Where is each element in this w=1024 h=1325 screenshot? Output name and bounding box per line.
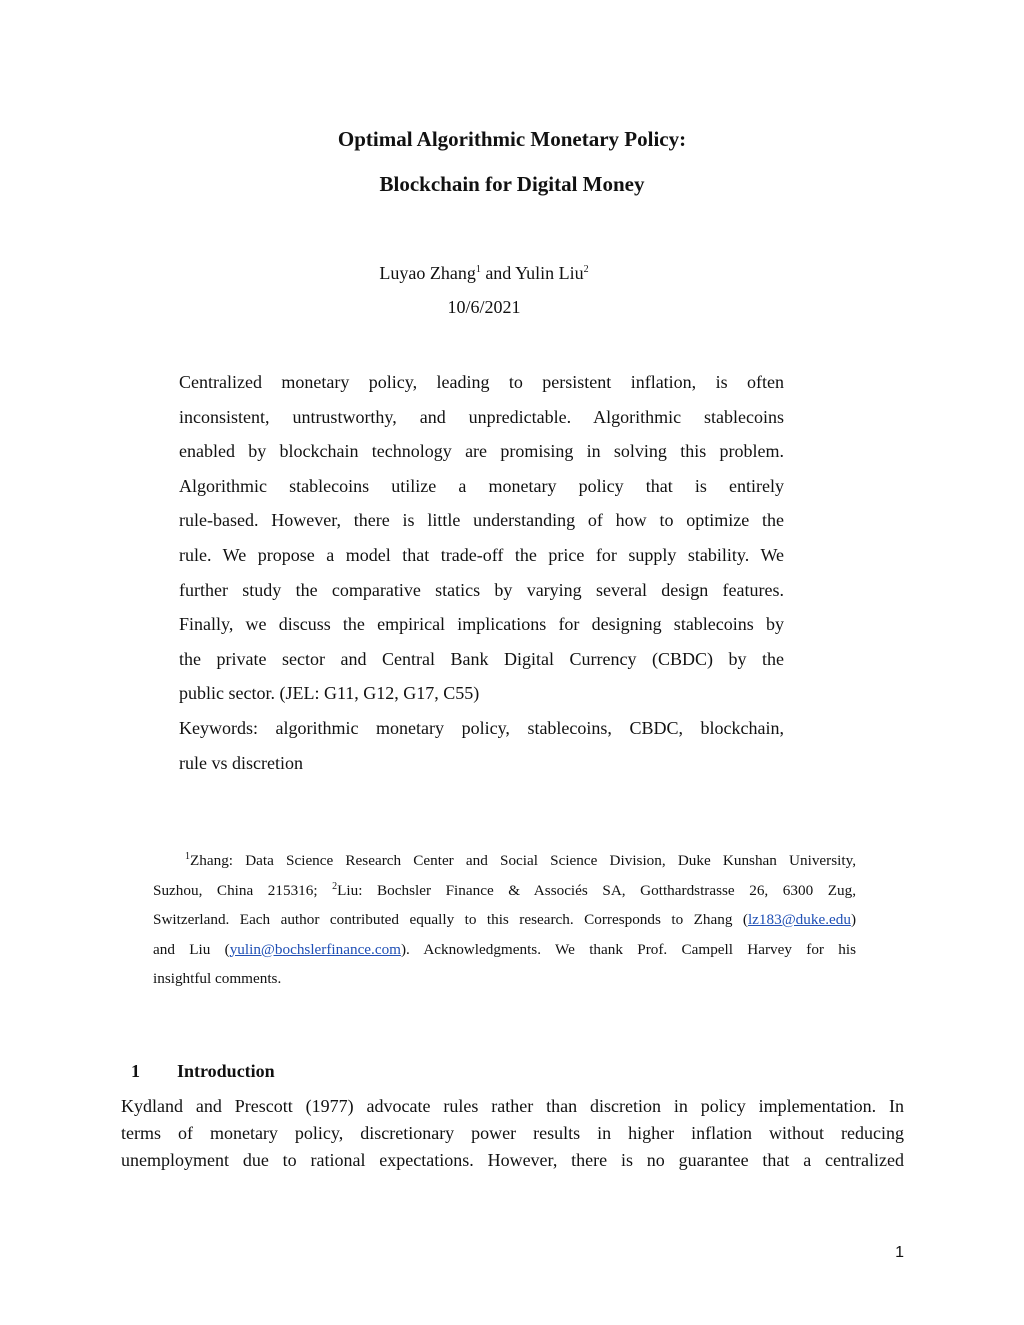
footnote-text: Switzerland. Each author contributed equally to this research. Corresponds to Zhang ( bbox=[153, 911, 748, 928]
footnote-text: ) bbox=[850, 911, 856, 928]
footnote-text: Zhang: Data Science Research Center and Social Science Division, Duke Kunshan University, bbox=[190, 852, 856, 869]
paper-title-line-2: Blockchain for Digital Money bbox=[379, 172, 645, 196]
email-link-liu[interactable]: yulin@bochslerfinance.com bbox=[229, 940, 401, 958]
keywords-line: Keywords: algorithmic monetary policy, stablecoins, CBDC, blockchain, bbox=[179, 717, 784, 738]
paper-title-line-1: Optimal Algorithmic Monetary Policy: bbox=[337, 127, 687, 151]
abstract-line: Algorithmic stablecoins utilize a monetary policy that is entirely bbox=[179, 475, 784, 496]
author-2-footnote-mark[interactable]: 2 bbox=[583, 264, 589, 275]
abstract-line: rule. We propose a model that trade-off the price for supply stability. We bbox=[179, 544, 784, 565]
author-list bbox=[0, 261, 968, 285]
footnote-line: insightful comments. bbox=[153, 970, 282, 987]
abstract-line: the private sector and Central Bank Digital Currency (CBDC) by the bbox=[179, 648, 784, 669]
intro-line: unemployment due to rational expectations. However, there is no guarantee that a centralized bbox=[121, 1149, 904, 1170]
abstract bbox=[179, 365, 784, 780]
author-1-footnote-mark[interactable]: 1 bbox=[475, 264, 481, 275]
abstract-line: rule-based. However, there is little understanding of how to optimize the bbox=[179, 510, 784, 531]
footnote-mark-1: 1 bbox=[185, 851, 190, 862]
intro-line: Kydland and Prescott (1977) advocate rules rather than discretion in policy implementation. In bbox=[121, 1096, 904, 1116]
abstract-line: enabled by blockchain technology are promising in solving this problem. bbox=[179, 441, 784, 462]
footnote-line bbox=[153, 935, 856, 965]
footnote-text: Liu: Bochsler Finance & Associés SA, Gotthardstrasse 26, 6300 Zug, bbox=[337, 881, 856, 899]
author-connector: and bbox=[480, 263, 516, 283]
footnote-text: Suzhou, China 215316; bbox=[153, 881, 333, 899]
paper-date: 10/6/2021 bbox=[447, 297, 521, 317]
introduction-paragraph bbox=[121, 1093, 904, 1173]
abstract-line: Centralized monetary policy, leading to persistent inflation, is often bbox=[179, 372, 784, 392]
section-heading-introduction bbox=[131, 1059, 275, 1083]
footnote-mark-2: 2 bbox=[332, 880, 338, 892]
intro-line: terms of monetary policy, discretionary power results in higher inflation without reducing bbox=[121, 1122, 904, 1143]
abstract-line: inconsistent, untrustworthy, and unpredictable. Algorithmic stablecoins bbox=[179, 406, 784, 427]
keywords-line: rule vs discretion bbox=[179, 752, 303, 773]
footnote-text: ). Acknowledgments. We thank Prof. Campell Harvey for his bbox=[401, 940, 856, 958]
email-link-zhang[interactable]: lz183@duke.edu bbox=[747, 911, 851, 928]
footnote-line bbox=[153, 846, 856, 876]
author-footnote bbox=[153, 846, 856, 994]
section-number: 1 bbox=[131, 1061, 140, 1081]
page-number: 1 bbox=[895, 1244, 904, 1261]
footnote-text: and Liu ( bbox=[153, 940, 230, 958]
author-2-name: Yulin Liu bbox=[515, 263, 584, 283]
abstract-line: Finally, we discuss the empirical implications for designing stablecoins by bbox=[179, 614, 784, 635]
author-1-name: Luyao Zhang bbox=[379, 263, 476, 283]
footnote-line bbox=[153, 876, 856, 906]
footnote-line bbox=[153, 905, 856, 935]
abstract-line: further study the comparative statics by varying several design features. bbox=[179, 579, 784, 600]
section-title: Introduction bbox=[177, 1061, 275, 1081]
abstract-line: public sector. (JEL: G11, G12, G17, C55) bbox=[179, 683, 480, 704]
